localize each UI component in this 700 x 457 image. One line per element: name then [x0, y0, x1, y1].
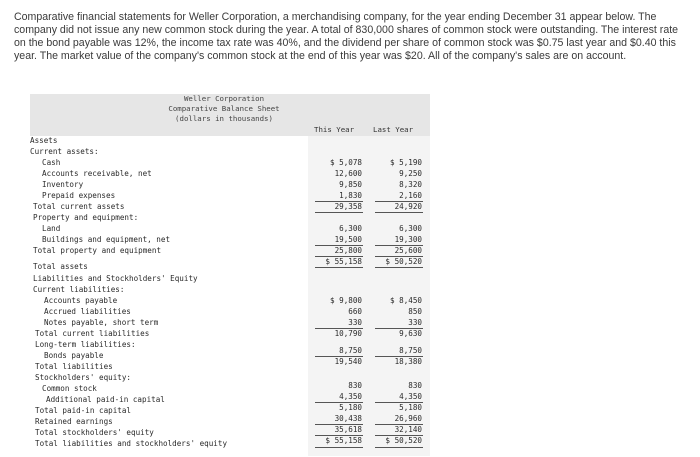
statement-name: Comparative Balance Sheet: [168, 104, 280, 113]
value-this-year: 25,800: [334, 246, 362, 255]
row-label: Total assets: [33, 262, 88, 271]
value-this-year: 8,750: [339, 346, 362, 355]
total-rule: [375, 267, 423, 268]
subtotal-rule: [375, 435, 423, 436]
row-label: Current assets:: [30, 147, 99, 156]
value-this-year: 5,180: [339, 403, 362, 412]
subtotal-rule: [375, 256, 423, 257]
row-label: Prepaid expenses: [42, 191, 116, 200]
value-this-year: $ 55,158: [325, 257, 362, 266]
row-label: Bonds payable: [44, 351, 104, 360]
value-this-year: 29,358: [334, 202, 362, 211]
subtotal-rule: [375, 356, 423, 357]
row-label: Common stock: [42, 384, 97, 393]
column-header-this-year: This Year: [314, 125, 355, 134]
value-last-year: 19,300: [394, 235, 422, 244]
value-this-year: 4,350: [339, 392, 362, 401]
row-label: Notes payable, short term: [44, 318, 159, 327]
value-this-year: $ 9,800: [329, 296, 362, 305]
subtotal-rule: [315, 424, 363, 425]
row-label: Total liabilities: [35, 362, 113, 371]
subtotal-rule: [315, 201, 363, 202]
value-last-year: 330: [408, 318, 422, 327]
value-last-year: 2,160: [399, 191, 422, 200]
balance-sheet: [30, 94, 430, 456]
row-label: Total liabilities and stockholders' equity: [35, 439, 228, 448]
problem-statement: [14, 11, 690, 63]
row-label: Liabilities and Stockholders' Equity: [33, 274, 198, 283]
value-last-year: 9,250: [399, 169, 422, 178]
row-label: Total current liabilities: [35, 329, 150, 338]
row-label: Inventory: [42, 180, 84, 189]
value-last-year: 32,140: [394, 425, 422, 434]
row-label: Total property and equipment: [33, 246, 162, 255]
value-this-year: $ 5,078: [329, 158, 362, 167]
value-this-year: 9,850: [339, 180, 362, 189]
value-last-year: 25,600: [394, 246, 422, 255]
row-label: Total current assets: [33, 202, 125, 211]
total-rule: [315, 447, 363, 448]
company-name: Weller Corporation: [183, 94, 265, 103]
row-label: Assets: [30, 136, 58, 145]
value-this-year: 19,540: [334, 357, 362, 366]
value-this-year: $ 55,158: [325, 436, 362, 445]
subtotal-rule: [375, 402, 423, 403]
value-last-year: $ 8,450: [389, 296, 422, 305]
value-this-year: 830: [348, 381, 362, 390]
row-label: Land: [42, 224, 61, 233]
total-rule: [315, 212, 363, 213]
value-this-year: 12,600: [334, 169, 362, 178]
subtotal-rule: [315, 256, 363, 257]
units-note: (dollars in thousands): [175, 114, 273, 123]
row-label: Long-term liabilities:: [35, 340, 136, 349]
subtotal-rule: [315, 435, 363, 436]
total-rule: [315, 267, 363, 268]
subtotal-rule: [375, 245, 423, 246]
value-last-year: 8,750: [399, 346, 422, 355]
row-label: Accrued liabilities: [44, 307, 131, 316]
value-this-year: 660: [348, 307, 362, 316]
subtotal-rule: [375, 201, 423, 202]
value-last-year: 6,300: [399, 224, 422, 233]
row-label: Accounts payable: [44, 296, 118, 305]
row-label: Total paid-in capital: [35, 406, 132, 415]
value-last-year: 850: [408, 307, 422, 316]
value-last-year: 8,320: [399, 180, 422, 189]
value-last-year: 4,350: [399, 392, 422, 401]
row-label: Total stockholders' equity: [35, 428, 154, 437]
column-header-last-year: Last Year: [373, 125, 414, 134]
total-rule: [375, 212, 423, 213]
subtotal-rule: [375, 424, 423, 425]
row-label: Additional paid-in capital: [46, 395, 165, 404]
value-last-year: 5,180: [399, 403, 422, 412]
row-label: Retained earnings: [35, 417, 113, 426]
value-last-year: $ 50,520: [385, 257, 422, 266]
subtotal-rule: [375, 328, 423, 329]
value-this-year: 19,500: [334, 235, 362, 244]
subtotal-rule: [315, 402, 363, 403]
row-label: Stockholders' equity:: [35, 373, 132, 382]
row-label: Cash: [42, 158, 61, 167]
row-label: Accounts receivable, net: [42, 169, 152, 178]
value-this-year: 35,618: [334, 425, 362, 434]
value-last-year: 9,630: [399, 329, 422, 338]
value-last-year: $ 5,190: [389, 158, 422, 167]
subtotal-rule: [315, 245, 363, 246]
row-label: Current liabilities:: [33, 285, 125, 294]
total-rule: [375, 447, 423, 448]
value-last-year: 830: [408, 381, 422, 390]
value-last-year: 18,380: [394, 357, 422, 366]
problem-text: Comparative financial statements for Weller Corporation, a merchandising company, for the year ending December 31 appear below. The company did not issue any new common stock during the year. A total of 830,000 shares of common stock were outstanding. The interest rate on the bond payable was 12%, the income tax rate was 40%, and the dividend per share of common stock was $0.75 last year and $0.40 this year. The market value of the company's common stock at the end of this year was $20. All of the company's sales are on account.: [14, 11, 679, 62]
subtotal-rule: [315, 356, 363, 357]
subtotal-rule: [315, 328, 363, 329]
value-this-year: 1,830: [339, 191, 362, 200]
row-label: Property and equipment:: [33, 213, 139, 222]
row-label: Buildings and equipment, net: [42, 235, 171, 244]
sheet-title: [150, 94, 298, 124]
value-this-year: 30,438: [334, 414, 362, 423]
value-last-year: $ 50,520: [385, 436, 422, 445]
value-last-year: 26,960: [394, 414, 422, 423]
value-this-year: 10,790: [334, 329, 362, 338]
value-this-year: 6,300: [339, 224, 362, 233]
value-this-year: 330: [348, 318, 362, 327]
value-last-year: 24,920: [394, 202, 422, 211]
